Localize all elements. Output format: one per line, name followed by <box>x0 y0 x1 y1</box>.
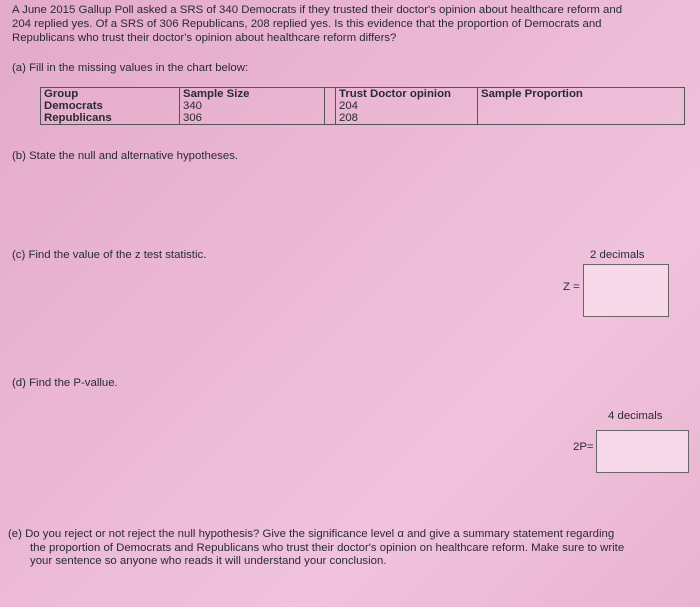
part-e-line: the proportion of Democrats and Republicans who trust their doctor's opinion on healthcare reform. Make sure to write <box>30 541 625 554</box>
part-e-line: (e) Do you reject or not reject the null hypothesis? Give the significance level α and give a summary statement regarding <box>8 528 615 540</box>
header-sample-size: Sample Size <box>180 88 325 101</box>
part-b-prompt: (b) State the null and alternative hypotheses. <box>12 150 239 162</box>
intro-line: A June 2015 Gallup Poll asked a SRS of 340 Democrats if they trusted their doctor's opinion about healthcare reform and <box>12 4 623 16</box>
group-cell: Democrats <box>41 100 180 112</box>
problem-statement <box>12 3 688 45</box>
p-decimals-note: 4 decimals <box>608 410 663 422</box>
part-e-line: your sentence so anyone who reads it will understand your conclusion. <box>30 555 387 567</box>
size-cell: 306 <box>180 112 325 125</box>
table-row <box>41 112 685 125</box>
z-answer-box[interactable] <box>583 264 669 317</box>
z-label: Z = <box>563 281 580 293</box>
header-sample-proportion: Sample Proportion <box>478 88 685 101</box>
p-label: 2P= <box>573 441 594 453</box>
trust-cell: 204 <box>336 100 478 112</box>
header-trust: Trust Doctor opinion <box>336 88 478 101</box>
header-group: Group <box>41 88 180 101</box>
p-answer-box[interactable] <box>596 430 689 473</box>
data-table <box>40 87 685 125</box>
part-e-prompt <box>8 528 698 569</box>
trust-cell: 208 <box>336 112 478 125</box>
size-cell: 340 <box>180 100 325 112</box>
part-d-prompt: (d) Find the P-vallue. <box>12 377 118 389</box>
proportion-cell[interactable] <box>478 112 685 125</box>
intro-line: Republicans who trust their doctor's opinion about healthcare reform differs? <box>12 32 397 44</box>
intro-line: 204 replied yes. Of a SRS of 306 Republicans, 208 replied yes. Is this evidence that the proportion of Democrats and <box>12 18 602 30</box>
z-decimals-note: 2 decimals <box>590 249 645 261</box>
group-cell: Republicans <box>41 112 180 125</box>
part-a-prompt: (a) Fill in the missing values in the chart below: <box>12 62 249 74</box>
table-header-row <box>41 88 685 101</box>
table-row <box>41 100 685 112</box>
proportion-cell[interactable] <box>478 100 685 112</box>
part-c-prompt: (c) Find the value of the z test statistic. <box>12 249 207 261</box>
